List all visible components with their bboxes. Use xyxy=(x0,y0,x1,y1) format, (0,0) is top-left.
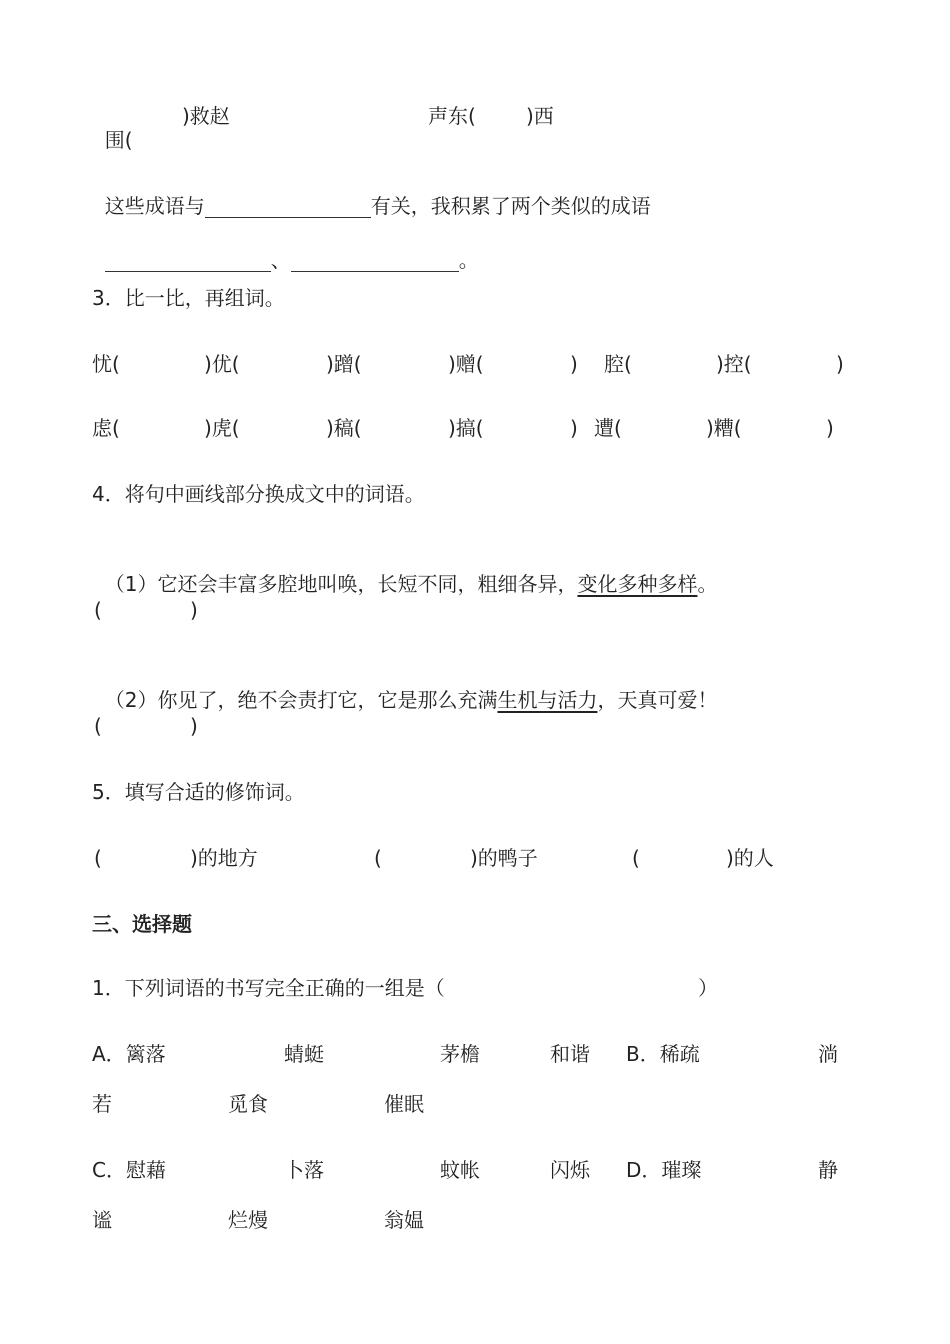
related-sentence xyxy=(92,170,651,218)
option-a-word-3: 茅檐 xyxy=(440,1042,480,1066)
answer-blank[interactable] xyxy=(205,197,371,218)
q3-r2-c3: )搞( xyxy=(448,416,484,440)
q4-s1-prefix: （1）它还会丰富多腔地叫唤，长短不同，粗细各异， xyxy=(104,572,578,596)
related-prefix: 这些成语与 xyxy=(104,194,205,218)
q5-item-3-open: ( xyxy=(632,846,640,870)
q3-title: 3．比一比，再组词。 xyxy=(92,286,285,310)
idiom-line xyxy=(92,104,133,152)
q3-r1-c0: 忧( xyxy=(92,352,120,376)
q5-item-2-label: )的鸭子 xyxy=(470,846,538,870)
option-d-word-4: 翁媪 xyxy=(384,1208,424,1232)
option-c-word-3: 蚊帐 xyxy=(440,1158,480,1182)
q4-s2-paren-close: ) xyxy=(190,714,198,738)
related-suffix: 有关，我积累了两个类似的成语 xyxy=(370,194,651,218)
q3-r2-c5: 遭( xyxy=(594,416,622,440)
q4-title: 4．将句中画线部分换成文中的词语。 xyxy=(92,482,425,506)
q4-sentence-2 xyxy=(92,664,717,712)
q3-r1-c7: ) xyxy=(836,352,844,376)
q3-r1-c2: )蹭( xyxy=(326,352,362,376)
q4-s2-paren-open: ( xyxy=(94,714,102,738)
q3-r1-c4: ) xyxy=(570,352,578,376)
mc-q1-text: 1．下列词语的书写完全正确的一组是（ xyxy=(92,976,445,1000)
option-c-word-1: C．慰藉 xyxy=(92,1158,166,1182)
q3-r2-c0: 虑( xyxy=(92,416,120,440)
option-a-word-4: 和谐 xyxy=(550,1042,590,1066)
q4-s1-paren-open: ( xyxy=(94,598,102,622)
option-d-word-1: D．璀璨 xyxy=(626,1158,702,1182)
q4-s1-paren-close: ) xyxy=(190,598,198,622)
answer-blank[interactable] xyxy=(105,251,271,272)
q3-r1-c3: )赠( xyxy=(448,352,484,376)
option-a-word-2: 蜻蜓 xyxy=(284,1042,324,1066)
option-b-word-4: 催眠 xyxy=(384,1092,424,1116)
related-separator: 、 xyxy=(270,248,291,272)
option-d-word-2-end: 谧 xyxy=(92,1208,112,1232)
q3-r1-c1: )优( xyxy=(204,352,240,376)
q3-r2-c6: )糟( xyxy=(706,416,742,440)
q4-s1-underlined: 变化多种多样 xyxy=(577,572,698,596)
q3-r2-c2: )稿( xyxy=(326,416,362,440)
mc-q1-close: ） xyxy=(698,976,718,1000)
idiom-a-suffix: )救赵 xyxy=(182,104,230,128)
option-b-word-3: 觅食 xyxy=(228,1092,268,1116)
q5-item-1-open: ( xyxy=(94,846,102,870)
q5-item-1-label: )的地方 xyxy=(190,846,258,870)
section-heading: 三、选择题 xyxy=(92,912,192,936)
option-b-word-2-start: 淌 xyxy=(818,1042,838,1066)
idiom-b-suffix: )西 xyxy=(526,104,554,128)
q4-s2-prefix: （2）你见了，绝不会责打它，它是那么充满 xyxy=(104,688,498,712)
idiom-b-prefix: 声东( xyxy=(428,104,476,128)
option-d-word-3: 烂熳 xyxy=(228,1208,268,1232)
option-c-word-4: 闪烁 xyxy=(550,1158,590,1182)
q4-sentence-1 xyxy=(92,548,717,596)
idiom-a-prefix: 围( xyxy=(104,128,133,152)
related-end: 。 xyxy=(458,248,479,272)
q4-s2-underlined: 生机与活力 xyxy=(497,688,598,712)
option-d-word-2-start: 静 xyxy=(818,1158,838,1182)
q3-r2-c7: ) xyxy=(826,416,834,440)
q4-s1-suffix: 。 xyxy=(697,572,718,596)
q4-s2-suffix: ，天真可爱！ xyxy=(597,688,718,712)
q5-item-2-open: ( xyxy=(374,846,382,870)
q5-item-3-label: )的人 xyxy=(726,846,774,870)
q5-title: 5．填写合适的修饰词。 xyxy=(92,780,305,804)
answer-blank[interactable] xyxy=(291,251,459,272)
q3-r2-c1: )虎( xyxy=(204,416,240,440)
q3-r1-c5: 腔( xyxy=(604,352,632,376)
option-b-word-1: B．稀疏 xyxy=(626,1042,700,1066)
q3-r1-c6: )控( xyxy=(716,352,752,376)
related-answers xyxy=(92,224,479,272)
q3-r2-c4: ) xyxy=(570,416,578,440)
option-b-word-2-end: 若 xyxy=(92,1092,112,1116)
option-a-word-1: A．篱落 xyxy=(92,1042,166,1066)
option-c-word-2: 卜落 xyxy=(284,1158,324,1182)
